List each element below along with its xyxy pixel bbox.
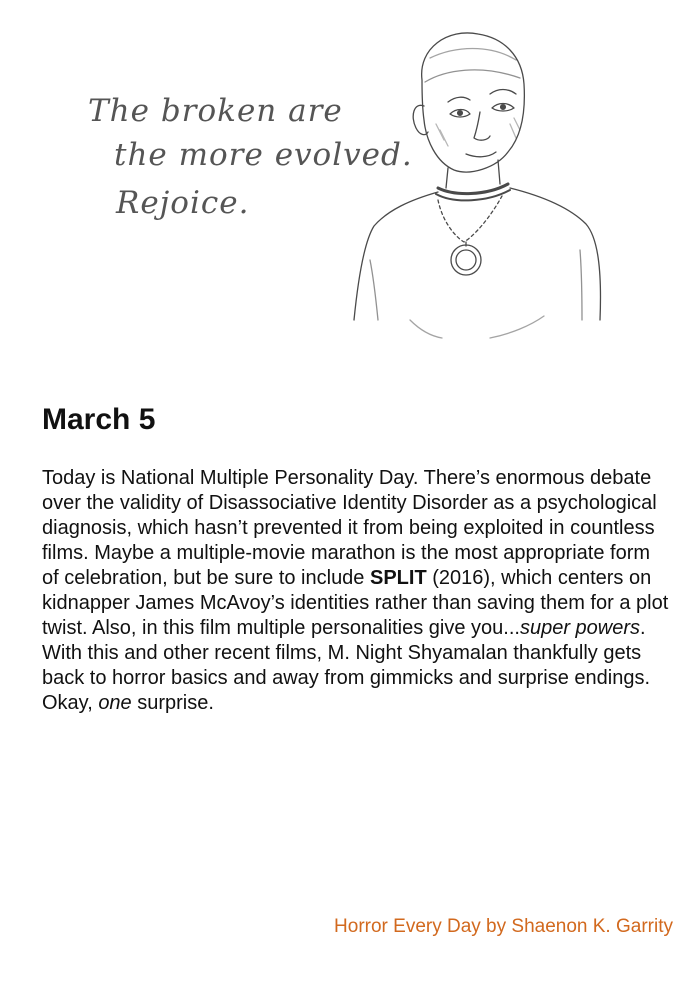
illustration bbox=[0, 0, 700, 370]
caption-line: Rejoice. bbox=[116, 185, 250, 221]
emphasis-text: one bbox=[98, 692, 132, 714]
caption-line: The broken are bbox=[88, 93, 343, 129]
film-title: SPLIT bbox=[370, 567, 427, 589]
emphasis-text: super powers bbox=[519, 617, 641, 639]
footer-credit: Horror Every Day by Shaenon K. Garrity bbox=[334, 916, 673, 937]
body-text-segment: . With this and other recent films, M. Night Shyamalan thankfully gets back to horror basics and away from gimmicks and surprise endings. Okay, bbox=[42, 617, 651, 714]
body-text-segment: Today is National Multiple Personality Day. There’s enormous debate over the validity of Disassociative Identity Disorder as a psychological diagnosis, which hasn’t prevented it from being exploited in countless films. Maybe a multiple-movie marathon is the most appropriate form of celebration, but be sure to include bbox=[42, 467, 657, 589]
body-text-segment: (2016), which centers on kidnapper James McAvoy’s identities rather than saving them for a plot twist. Also, in this film multiple personalities give you... bbox=[42, 567, 669, 639]
caption-line: the more evolved. bbox=[114, 137, 413, 173]
entry-date: March 5 bbox=[42, 403, 156, 436]
body-text-segment: surprise. bbox=[131, 692, 214, 714]
entry-body bbox=[42, 466, 672, 716]
pencil-sketch-figure bbox=[330, 20, 700, 360]
